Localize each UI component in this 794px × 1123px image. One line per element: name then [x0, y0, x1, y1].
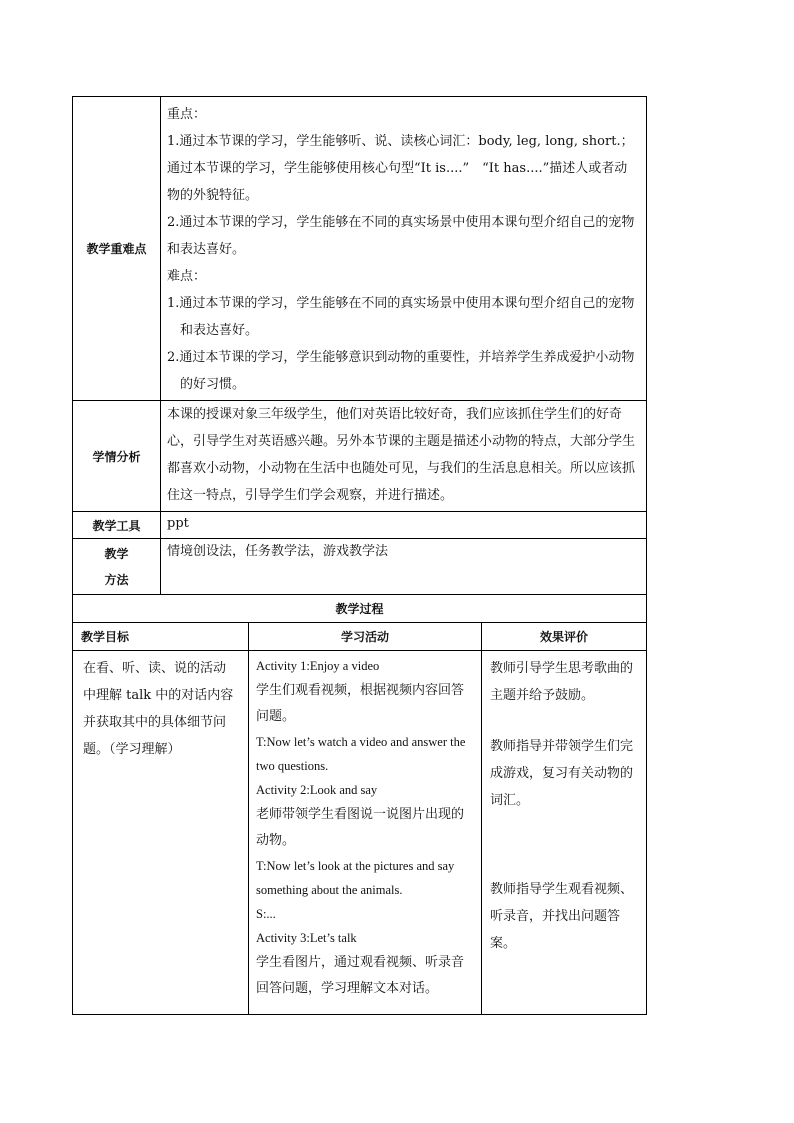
evaluations-cell	[482, 651, 647, 1015]
activity-3-title: Activity 3:Let’s talk	[256, 931, 357, 945]
learner-analysis-label: 学情分析	[73, 401, 161, 512]
process-title-row	[73, 595, 647, 623]
evaluation-1: 教师引导学生思考歌曲的主题并给予鼓励。	[490, 661, 634, 703]
methods-label-line-2: 方法	[104, 572, 129, 587]
activity-2-student-line: S:...	[256, 907, 276, 921]
key-points-label: 教学重难点	[73, 97, 161, 401]
activity-1-title: Activity 1:Enjoy a video	[256, 659, 380, 673]
methods-label-line-1: 教学	[104, 546, 129, 561]
process-title: 教学过程	[73, 595, 647, 623]
process-header-row	[73, 623, 647, 651]
lesson-plan-table	[72, 96, 647, 1015]
learner-analysis-text: 本课的授课对象三年级学生，他们对英语比较好奇，我们应该抓住学生们的好奇心，引导学生对英语感兴趣。另外本节课的主题是描述小动物的特点，大部分学生都喜欢小动物，小动物在生活中也随处可见，与我们的生活息息相关。所以应该抓住这一特点，引导学生们学会观察，并进行描述。	[161, 401, 647, 512]
key-points-row	[73, 97, 647, 401]
methods-value: 情境创设法，任务教学法，游戏教学法	[161, 539, 647, 595]
tools-value: ppt	[161, 512, 647, 539]
difficult-points-heading: 难点：	[167, 269, 207, 284]
objective-text: 在看、听、读、说的活动中理解 talk 中的对话内容并获取其中的具体细节问题。（学习理解）	[73, 651, 249, 1015]
activity-2-title: Activity 2:Look and say	[256, 783, 378, 797]
key-points-content	[161, 97, 647, 401]
key-point-line: 1.通过本节课的学习，学生能够听、说、读核心词汇：body, leg, long, short.；	[167, 134, 634, 149]
tools-row	[73, 512, 647, 539]
header-objective: 教学目标	[73, 623, 249, 651]
activity-1-description: 学生们观看视频，根据视频内容回答问题。	[256, 683, 465, 724]
spacer	[490, 814, 638, 876]
learner-analysis-row	[73, 401, 647, 512]
activity-1-teacher-line: T:Now let’s watch a video and answer the two questions.	[256, 735, 466, 773]
activity-2-teacher-line: T:Now let’s look at the pictures and say something about the animals.	[256, 859, 455, 897]
difficult-point-line: 2.通过本节课的学习，学生能够意识到动物的重要性，并培养学生养成爱护小动物的好习惯。	[167, 350, 635, 392]
process-content-row	[73, 651, 647, 1015]
methods-label	[73, 539, 161, 595]
evaluation-2: 教师指导并带领学生们完成游戏，复习有关动物的词汇。	[490, 739, 634, 808]
header-evaluation: 效果评价	[482, 623, 647, 651]
key-point-line: 通过本节课的学习，学生能够使用核心句型“It is....” “It has....”描述人或者动物的外貌特征。	[167, 161, 628, 203]
header-activity: 学习活动	[249, 623, 482, 651]
activity-2-description: 老师带领学生看图说一说图片出现的动物。	[256, 807, 465, 848]
activities-cell	[249, 651, 482, 1015]
difficult-point-line: 1.通过本节课的学习，学生能够在不同的真实场景中使用本课句型介绍自己的宠物和表达喜好。	[167, 296, 635, 338]
methods-row	[73, 539, 647, 595]
tools-label: 教学工具	[73, 512, 161, 539]
key-points-heading: 重点：	[167, 107, 207, 122]
key-point-line: 2.通过本节课的学习，学生能够在不同的真实场景中使用本课句型介绍自己的宠物和表达喜好。	[167, 215, 635, 257]
spacer	[490, 709, 638, 733]
evaluation-3: 教师指导学生观看视频、听录音，并找出问题答案。	[490, 882, 634, 951]
activity-3-description: 学生看图片，通过观看视频、听录音回答问题，学习理解文本对话。	[256, 955, 465, 996]
